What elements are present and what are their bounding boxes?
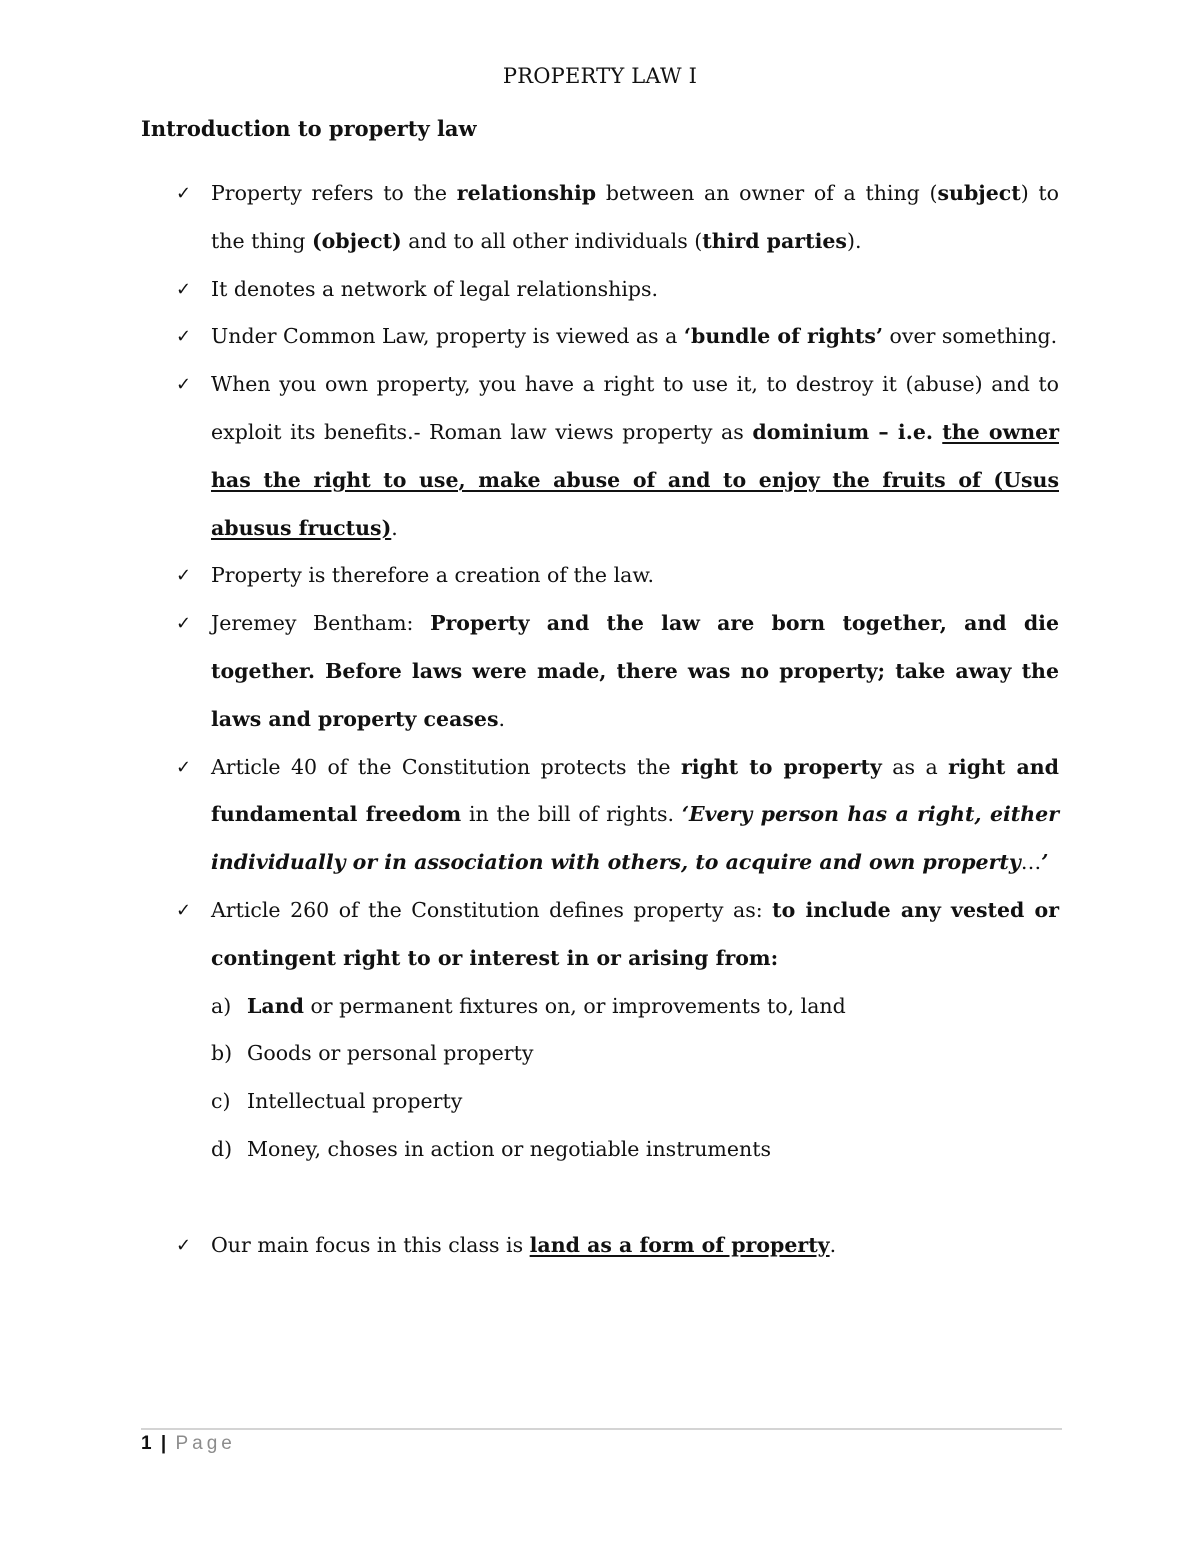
text-run: land as a form of property	[529, 1232, 830, 1257]
text-run: Goods or personal property	[247, 1041, 534, 1066]
checkmark-icon: ✓	[176, 278, 192, 300]
text-run: Property and the law are born together, and die together. Before laws were made, there was no property; take away the laws and property ceases	[211, 611, 1059, 731]
text-run: When you own property, you have a right to use it, to destroy it (abuse) and to exploit its benefits.- Roman law views property as	[211, 372, 1059, 444]
text-run: ).	[846, 228, 862, 253]
text-run: ‘Every person has a right, either individually or in association with others, to acquire and own property	[211, 802, 1060, 875]
text-run: subject	[937, 181, 1021, 205]
text-run: to include any vested or contingent right to or interest in or arising from:	[211, 897, 1059, 970]
checkmark-icon: ✓	[176, 183, 192, 204]
text-run: right to property	[680, 754, 882, 779]
page-footer	[141, 1433, 236, 1455]
sub-list-letter: c)	[211, 1089, 231, 1114]
checkmark-icon: ✓	[176, 565, 192, 587]
document-title: PROPERTY LAW I	[502, 64, 698, 88]
footer-divider	[141, 1428, 1062, 1430]
text-run: the owner has the right to use, make abuse of and to enjoy the fruits of (Usus abusus fructus)	[211, 419, 1059, 540]
text-run: (object)	[311, 228, 402, 253]
text-run: …	[1020, 850, 1042, 875]
checkmark-icon: ✓	[176, 1234, 192, 1256]
checklist	[0, 170, 1200, 983]
text-run: over something.	[883, 324, 1058, 349]
sub-list-letter: a)	[211, 993, 232, 1018]
text-run: Property refers to the	[211, 181, 457, 205]
text-run: ‘bundle of rights’	[683, 324, 884, 349]
text-run: right and fundamental freedom	[211, 754, 1059, 827]
text-run: ) to the thing	[211, 181, 1059, 253]
list-item-dominium	[0, 361, 1200, 552]
sub-list-item	[0, 1030, 1200, 1078]
text-run: relationship	[456, 181, 597, 205]
page-number: 1	[141, 1433, 152, 1454]
text-run: It denotes a network of legal relationships.	[211, 276, 659, 301]
text-run: Land	[247, 993, 304, 1018]
checkmark-icon: ✓	[176, 756, 192, 778]
text-run: .	[498, 706, 506, 731]
list-item-article40	[0, 744, 1200, 887]
text-run: or permanent fixtures on, or improvements to, land	[303, 993, 846, 1018]
sub-list-letter: d)	[211, 1136, 233, 1161]
sub-list-letter: b)	[211, 1041, 233, 1066]
list-item-creation	[0, 552, 1200, 600]
list-item-network	[0, 266, 1200, 314]
list-item-bentham	[0, 600, 1200, 743]
text-run: Property is therefore a creation of the law.	[211, 563, 654, 588]
checkmark-icon: ✓	[176, 899, 192, 921]
text-run: and to all other individuals (	[401, 228, 703, 253]
text-run: Jeremey Bentham:	[211, 611, 431, 636]
text-run: Article 40 of the Constitution protects the	[211, 754, 681, 779]
checkmark-icon: ✓	[176, 374, 192, 396]
page-label: Page	[175, 1433, 236, 1454]
checkmark-icon: ✓	[176, 613, 192, 635]
sub-list-item	[0, 983, 1200, 1031]
text-run: Under Common Law, property is viewed as a	[211, 324, 684, 349]
text-run: .	[391, 515, 398, 540]
list-item-article260	[0, 887, 1200, 983]
text-run: third parties	[702, 228, 847, 253]
list-item-relationship	[0, 170, 1200, 266]
final-item	[0, 1222, 1200, 1270]
text-run: Our main focus in this class is	[211, 1232, 530, 1257]
text-run: dominium – i.e.	[752, 419, 943, 444]
list-item-main-focus	[0, 1222, 1200, 1270]
section-heading: Introduction to property law	[141, 116, 477, 141]
text-run: .	[829, 1232, 837, 1257]
spacer	[0, 1174, 1200, 1222]
text-run: Article 260 of the Constitution defines property as:	[211, 897, 773, 922]
text-run: as a	[881, 754, 949, 779]
sub-list-item	[0, 1126, 1200, 1174]
checkmark-icon: ✓	[176, 326, 192, 348]
sub-list-item	[0, 1078, 1200, 1126]
text-run: ’	[1041, 850, 1049, 875]
text-run: Money, choses in action or negotiable instruments	[247, 1136, 771, 1161]
sub-list	[0, 983, 1200, 1174]
list-item-bundle	[0, 313, 1200, 361]
text-run: in the bill of rights.	[461, 802, 682, 827]
text-run: between an owner of a thing (	[596, 181, 938, 205]
page-separator: |	[160, 1433, 167, 1454]
bullet-list	[0, 170, 1200, 1269]
text-run: Intellectual property	[247, 1089, 463, 1114]
